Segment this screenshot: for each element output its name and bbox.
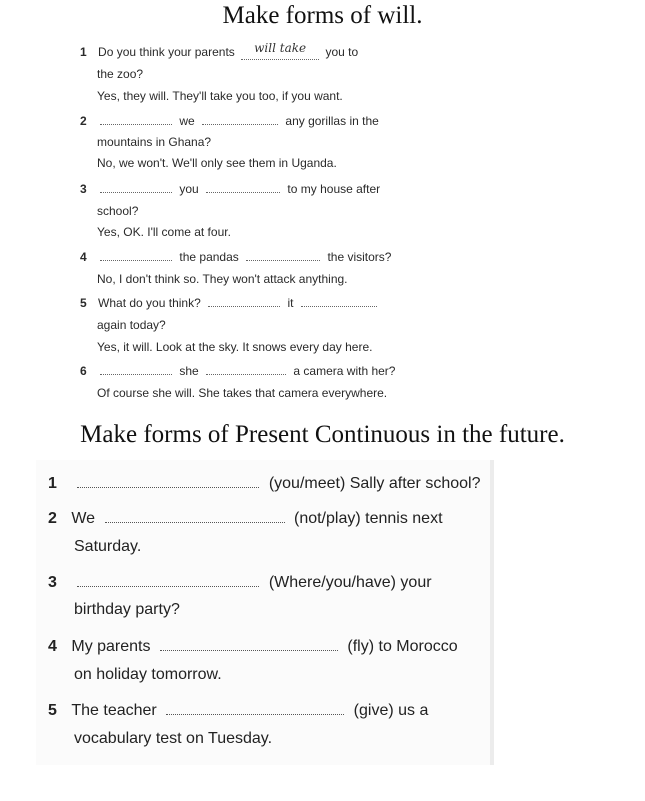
handwritten-answer: will take <box>254 41 307 55</box>
question-number: 5 <box>48 702 57 719</box>
question-text: to my house after <box>287 182 381 196</box>
question-2-line-1 <box>80 114 379 128</box>
answer-blank[interactable] <box>206 364 286 375</box>
question-4-line-1 <box>48 636 458 656</box>
question-5-line-1 <box>80 296 381 310</box>
answer-blank[interactable] <box>100 182 172 193</box>
question-number: 3 <box>80 182 87 196</box>
question-number: 4 <box>48 638 57 655</box>
answer-blank[interactable] <box>206 182 280 193</box>
question-text: you <box>179 182 199 196</box>
question-text: the pandas <box>179 250 239 264</box>
question-text: (give) us a <box>353 702 429 719</box>
question-number: 3 <box>48 574 57 591</box>
exercise-1-title: Make forms of will. <box>222 2 423 29</box>
question-text: vocabulary test on Tuesday. <box>74 730 273 747</box>
answer-blank[interactable] <box>100 250 172 261</box>
question-text: the zoo? <box>97 67 144 81</box>
answer-blank[interactable] <box>100 364 172 375</box>
answer-blank[interactable] <box>77 473 259 488</box>
answer-blank[interactable] <box>241 41 319 60</box>
answer-blank[interactable] <box>105 508 285 523</box>
question-number: 1 <box>48 475 57 492</box>
question-text: any gorillas in the <box>285 114 379 128</box>
exercise-2-title: Make forms of Present Continuous in the future. <box>80 421 565 448</box>
question-3-line-1 <box>48 572 432 592</box>
question-number: 2 <box>80 114 87 128</box>
question-number: 6 <box>80 364 87 378</box>
question-text: (you/meet) Sally after school? <box>268 475 481 492</box>
question-text: The teacher <box>71 702 157 719</box>
question-2-line-1 <box>48 508 443 528</box>
reply-text: Yes, it will. Look at the sky. It snows every day here. <box>97 340 373 354</box>
question-text: a camera with her? <box>293 364 396 378</box>
answer-blank[interactable] <box>246 250 320 261</box>
answer-blank[interactable] <box>301 296 377 307</box>
question-number: 1 <box>80 45 87 59</box>
question-text: (fly) to Morocco <box>347 638 458 655</box>
question-text: you to <box>325 45 359 59</box>
answer-blank[interactable] <box>77 572 259 587</box>
question-text: Saturday. <box>74 538 142 555</box>
answer-blank[interactable] <box>100 114 172 125</box>
question-3-line-1 <box>80 182 380 196</box>
question-1-line-1 <box>80 41 359 60</box>
question-text: we <box>179 114 195 128</box>
question-number: 2 <box>48 510 57 527</box>
question-text: What do you think? <box>98 296 201 310</box>
question-text: school? <box>97 204 139 218</box>
question-text: birthday party? <box>74 601 180 618</box>
answer-blank[interactable] <box>166 700 344 715</box>
question-number: 5 <box>80 296 87 310</box>
question-5-line-1 <box>48 700 428 720</box>
answer-blank[interactable] <box>160 636 338 651</box>
question-text: (Where/you/have) your <box>268 574 432 591</box>
question-1-line-1 <box>48 473 480 493</box>
question-text: My parents <box>71 638 151 655</box>
question-text: Do you think your parents <box>98 45 235 59</box>
reply-text: No, we won't. We'll only see them in Uganda. <box>97 156 337 170</box>
question-text: it <box>287 296 294 310</box>
reply-text: Yes, they will. They'll take you too, if you want. <box>97 89 343 103</box>
reply-text: Yes, OK. I'll come at four. <box>97 225 231 239</box>
question-text: mountains in Ghana? <box>97 135 212 149</box>
answer-blank[interactable] <box>202 114 278 125</box>
question-text: on holiday tomorrow. <box>74 666 222 683</box>
question-4-line-1 <box>80 250 391 264</box>
question-text: again today? <box>97 318 166 332</box>
question-6-line-1 <box>80 364 395 378</box>
reply-text: Of course she will. She takes that camera everywhere. <box>97 386 388 400</box>
question-text: the visitors? <box>327 250 392 264</box>
panel-edge <box>490 460 494 765</box>
reply-text: No, I don't think so. They won't attack anything. <box>97 272 348 286</box>
answer-blank[interactable] <box>208 296 280 307</box>
question-number: 4 <box>80 250 87 264</box>
question-text: she <box>179 364 199 378</box>
question-text: (not/play) tennis next <box>293 510 443 527</box>
question-text: We <box>71 510 96 527</box>
